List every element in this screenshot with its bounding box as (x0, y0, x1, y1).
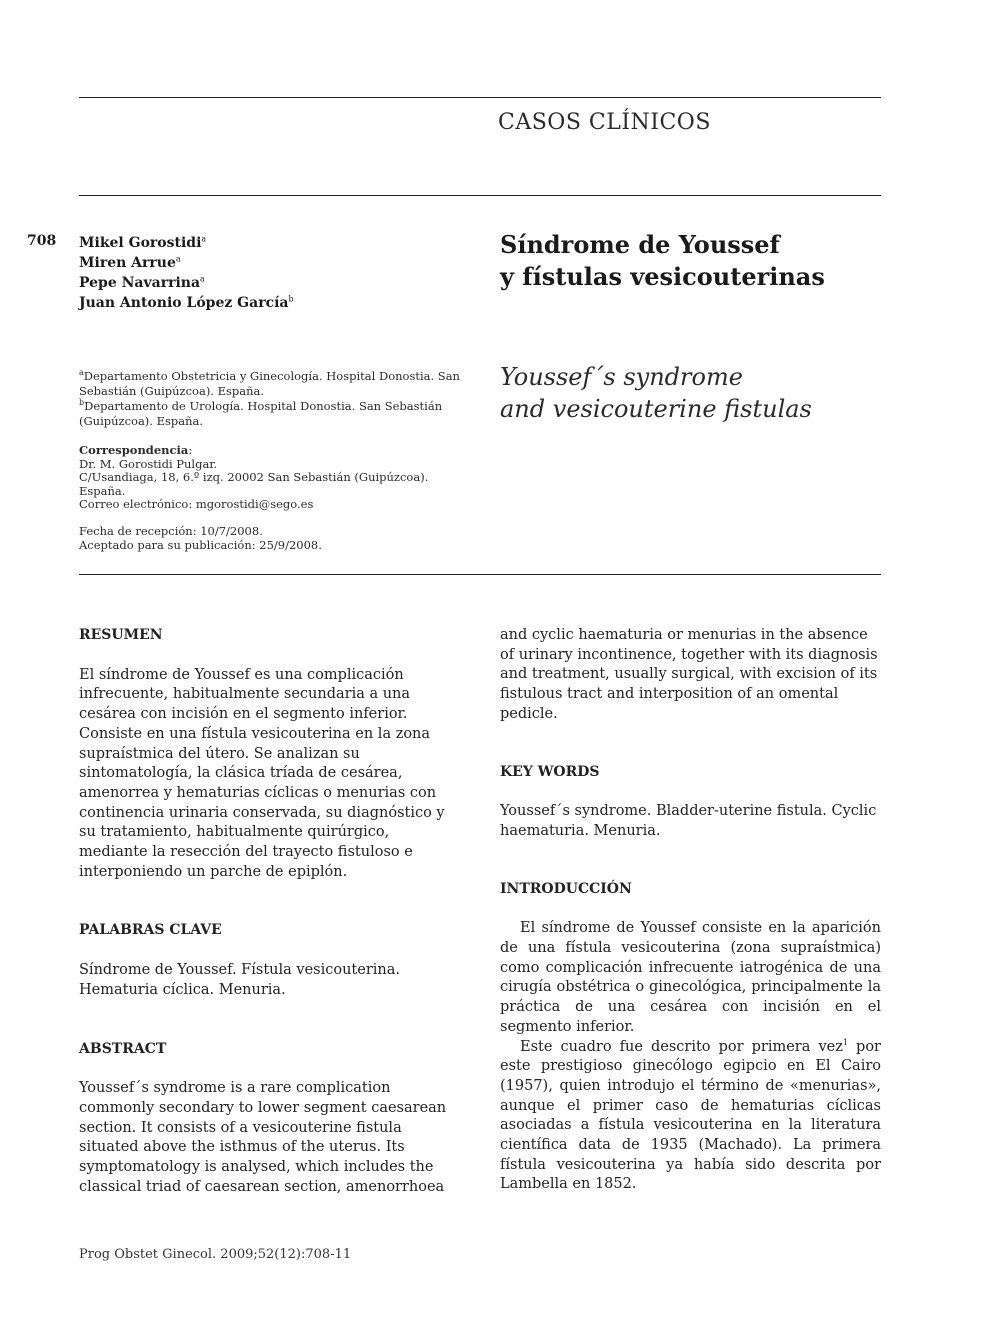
author: Pepe Navarrina$^a$ (79, 274, 205, 291)
author: Miren Arrue$^a$ (79, 254, 181, 271)
affiliation: $^b$Departamento de Urología. Hospital Donostia. San Sebastián (Guipúzcoa). España. (79, 398, 443, 428)
top-rule (79, 97, 881, 98)
received-date: Fecha de recepción: 10/7/2008. (79, 524, 263, 538)
abstract-text-continued: and cyclic haematuria or menurias in the absence of urinary incontinence, together with its diagnosis and treatment, usually surgical, with excision of its fistulous tract and interposition of an omental pedicle. (500, 627, 878, 722)
correspondence-heading: Correspondencia (79, 443, 189, 457)
introduccion-paragraph: El síndrome de Youssef consiste en la aparición de una fístula vesicouterina (zona supraístmica) como complicación infrecuente iatrogénica de una cirugía obstétrica o ginecológica, principalmente la práctica de una cesárea con incisión en el segmento inferior. (500, 920, 881, 1035)
article-title-english: Youssef´s syndrome and vesicouterine fistulas (500, 363, 812, 423)
author-list (79, 233, 294, 313)
dates-block (79, 525, 464, 552)
accepted-date: Aceptado para su publicación: 25/9/2008. (79, 537, 322, 552)
section-label: CASOS CLÍNICOS (498, 110, 711, 135)
header-bottom-rule (79, 195, 881, 196)
correspondence-block: Correspondencia: Dr. M. Gorostidi Pulgar. C/Usandiaga, 18, 6.º izq. 20002 San Sebastián (Guipúzcoa). España. Correo electrónico: mgorostidi@sego.es (79, 444, 464, 512)
front-matter-rule (79, 574, 881, 575)
citation-reference: 1 (842, 1037, 848, 1047)
abstract-heading: ABSTRACT (79, 1040, 167, 1057)
palabras-clave-text: Síndrome de Youssef. Fístula vesicouterina. Hematuria cíclica. Menuria. (79, 962, 400, 998)
correspondence-email: Correo electrónico: mgorostidi@sego.es (79, 497, 314, 511)
resumen-heading: RESUMEN (79, 627, 163, 643)
correspondence-name: Dr. M. Gorostidi Pulgar. (79, 456, 218, 471)
abstract-text: Youssef´s syndrome is a rare complication commonly secondary to lower segment caesarean section. It consists of a vesicouterine fistula situated above the isthmus of the uterus. Its symptomatology is analysed, which includes the classical triad of caesarean section, amenorrhoea (79, 1080, 447, 1195)
journal-citation: Prog Obstet Ginecol. 2009;52(12):708-11 (79, 1247, 352, 1262)
author: Juan Antonio López García$^b$ (79, 294, 294, 311)
key-words-text: Youssef´s syndrome. Bladder-uterine fistula. Cyclic haematuria. Menuria. (500, 803, 877, 839)
introduccion-heading: INTRODUCCIÓN (500, 880, 632, 897)
correspondence-address: C/Usandiaga, 18, 6.º izq. 20002 San Sebastián (Guipúzcoa). España. (79, 470, 429, 498)
resumen-text: El síndrome de Youssef es una complicación infrecuente, habitualmente secundaria a una cesárea con incisión en el segmento inferior. Consiste en una fístula vesicouterina en la zona supraístmica del útero. Se analizan su sintomatología, la clásica tríada de cesárea, amenorrea y hematurias cíclicas o menurias con continencia urinaria conservada, su diagnóstico y su tratamiento, habitualmente quirúrgico, mediante la resección del trayecto fistuloso e interponiendo un parche de epiplón. (79, 666, 445, 880)
page-number: 708 (27, 233, 57, 249)
article-title-spanish: Síndrome de Youssef y fístulas vesicouterinas (500, 230, 825, 291)
affiliation: $^a$Departamento Obstetricia y Ginecología. Hospital Donostia. San Sebastián (Guipúzcoa). España. (79, 368, 460, 398)
left-column (79, 626, 460, 1197)
key-words-heading: KEY WORDS (500, 763, 600, 780)
right-column (500, 626, 881, 1195)
author: Mikel Gorostidi$^a$ (79, 234, 207, 251)
introduccion-paragraph: Este cuadro fue descrito por primera vez$^1$ por este prestigioso ginecólogo egipcio en El Cairo (1957), quien introdujo el término de «menurias», aunque el primer caso de hematurias cíclicas asociadas a fístula vesicouterina en la literatura científica data de 1935 (Machado). La primera fístula vesicouterina ya había sido descrita por Lambella en 1852. (500, 1037, 881, 1193)
affiliations (79, 369, 464, 429)
palabras-clave-heading: PALABRAS CLAVE (79, 922, 222, 939)
